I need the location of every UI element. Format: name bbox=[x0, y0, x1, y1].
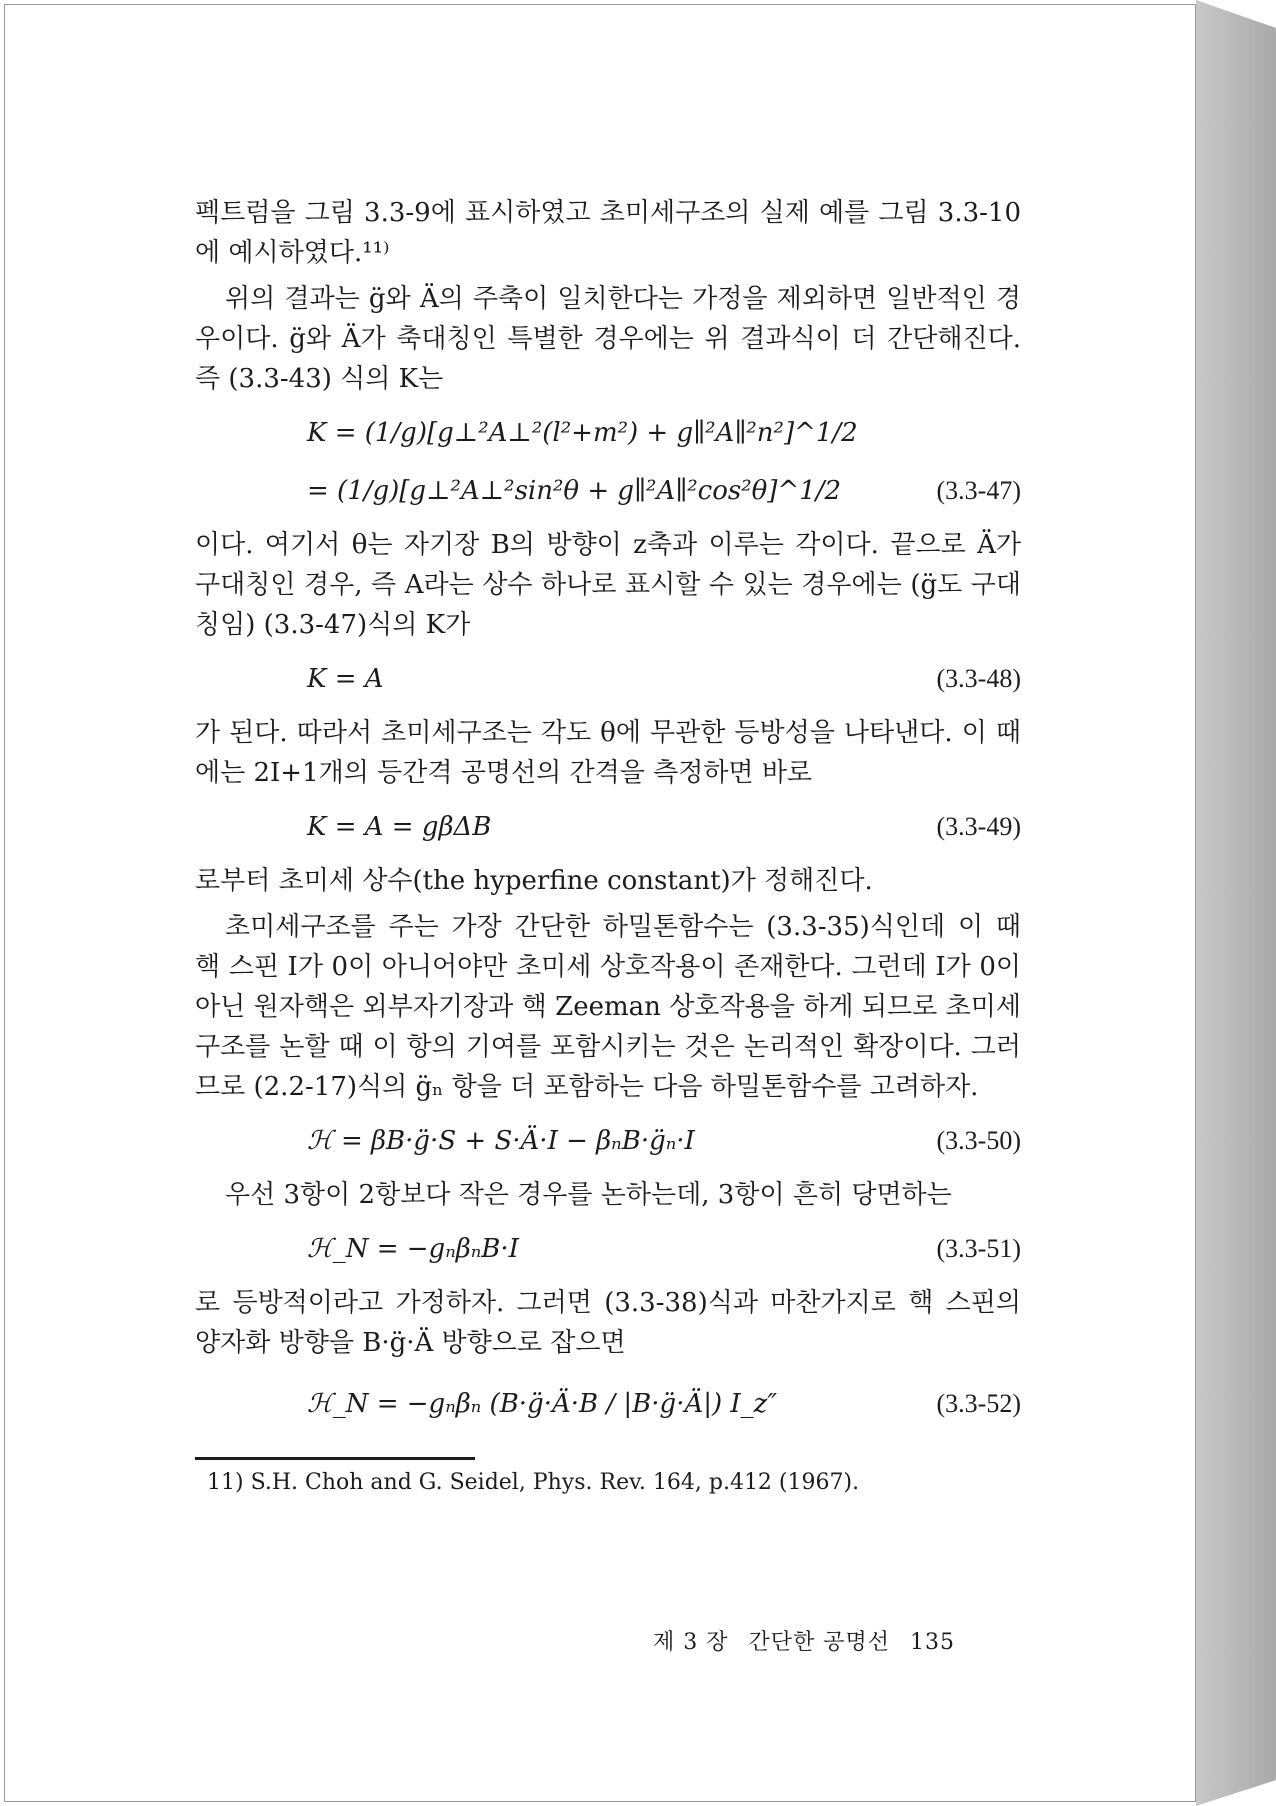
paragraph-3: 이다. 여기서 θ는 자기장 B의 방향이 z축과 이루는 각이다. 끝으로 Ä가 구대칭인 경우, 즉 A라는 상수 하나로 표시할 수 있는 경우에는 (g̈도 구대칭임) (3.3-47)식의 K가 bbox=[195, 530, 1021, 640]
equation-3-3-49 bbox=[307, 803, 1021, 851]
equation-text: ℋ = βB·g̈·S + S·Ä·I − βₙB·g̈ₙ·I bbox=[307, 1126, 695, 1156]
page-body bbox=[195, 193, 1021, 1500]
paragraph-4: 가 된다. 따라서 초미세구조는 각도 θ에 무관한 등방성을 나타낸다. 이 때에는 2I+1개의 등간격 공명선의 간격을 측정하면 바로 bbox=[195, 718, 1021, 788]
page-number: 135 bbox=[910, 1630, 955, 1655]
equation-3-3-48 bbox=[307, 655, 1021, 703]
equation-3-3-47-line2 bbox=[307, 467, 1021, 515]
equation-3-3-47-line1 bbox=[307, 409, 1021, 457]
equation-number: (3.3-48) bbox=[936, 664, 1021, 693]
paragraph-5: 로부터 초미세 상수(the hyperfine constant)가 정해진다. bbox=[195, 866, 873, 896]
equation-number: (3.3-50) bbox=[936, 1126, 1021, 1155]
equation-text: K = A = gβΔB bbox=[307, 812, 492, 842]
paragraph-7: 우선 3항이 2항보다 작은 경우를 논하는데, 3항이 흔히 당면하는 bbox=[225, 1180, 952, 1210]
paragraph-1: 펙트럼을 그림 3.3-9에 표시하였고 초미세구조의 실제 예를 그림 3.3-10에 예시하였다.¹¹⁾ bbox=[195, 198, 1021, 268]
equation-text: ℋ_N = −gₙβₙ (B·g̈·Ä·B / |B·g̈·Ä|) I_z″ bbox=[307, 1389, 778, 1419]
equation-text: K = (1/g)[g⊥²A⊥²(l²+m²) + g∥²A∥²n²]^1/2 bbox=[307, 418, 858, 448]
equation-number: (3.3-47) bbox=[936, 476, 1021, 505]
running-footer bbox=[653, 1625, 955, 1656]
equation-number: (3.3-49) bbox=[936, 812, 1021, 841]
equation-3-3-50 bbox=[307, 1117, 1021, 1165]
footnote-divider bbox=[195, 1457, 475, 1460]
equation-3-3-52 bbox=[307, 1373, 1021, 1435]
paragraph-8: 로 등방적이라고 가정하자. 그러면 (3.3-38)식과 마찬가지로 핵 스핀의 양자화 방향을 B·g̈·Ä 방향으로 잡으면 bbox=[195, 1288, 1021, 1358]
chapter-title: 간단한 공명선 bbox=[748, 1630, 890, 1655]
paragraph-6: 초미세구조를 주는 가장 간단한 하밀톤함수는 (3.3-35)식인데 이 때 핵 스핀 I가 0이 아니어야만 초미세 상호작용이 존재한다. 그런데 I가 0이 아닌 원자핵은 외부자기장과 핵 Zeeman 상호작용을 하게 되므로 초미세구조를 논할 때 이 항의 기여를 포함시키는 것은 논리적인 확장이다. 그러므로 (2.2-17)식의 g̈ₙ 항을 더 포함하는 다음 하밀톤함수를 고려하자. bbox=[195, 912, 1021, 1102]
page-stack-edge bbox=[1196, 0, 1276, 1806]
equation-number: (3.3-51) bbox=[936, 1234, 1021, 1263]
book-page bbox=[4, 4, 1196, 1802]
chapter-label: 제 3 장 bbox=[652, 1630, 729, 1655]
equation-text: K = A bbox=[307, 664, 384, 694]
equation-text: ℋ_N = −gₙβₙB·I bbox=[307, 1234, 519, 1264]
paragraph-2: 위의 결과는 g̈와 Ä의 주축이 일치한다는 가정을 제외하면 일반적인 경우이다. g̈와 Ä가 축대칭인 특별한 경우에는 위 결과식이 더 간단해진다. 즉 (3.3-43) 식의 K는 bbox=[195, 284, 1021, 394]
equation-number: (3.3-52) bbox=[936, 1389, 1021, 1418]
footnote-11: 11) S.H. Choh and G. Seidel, Phys. Rev. 164, p.412 (1967). bbox=[207, 1470, 860, 1495]
equation-3-3-51 bbox=[307, 1225, 1021, 1273]
equation-text: = (1/g)[g⊥²A⊥²sin²θ + g∥²A∥²cos²θ]^1/2 bbox=[307, 476, 842, 506]
